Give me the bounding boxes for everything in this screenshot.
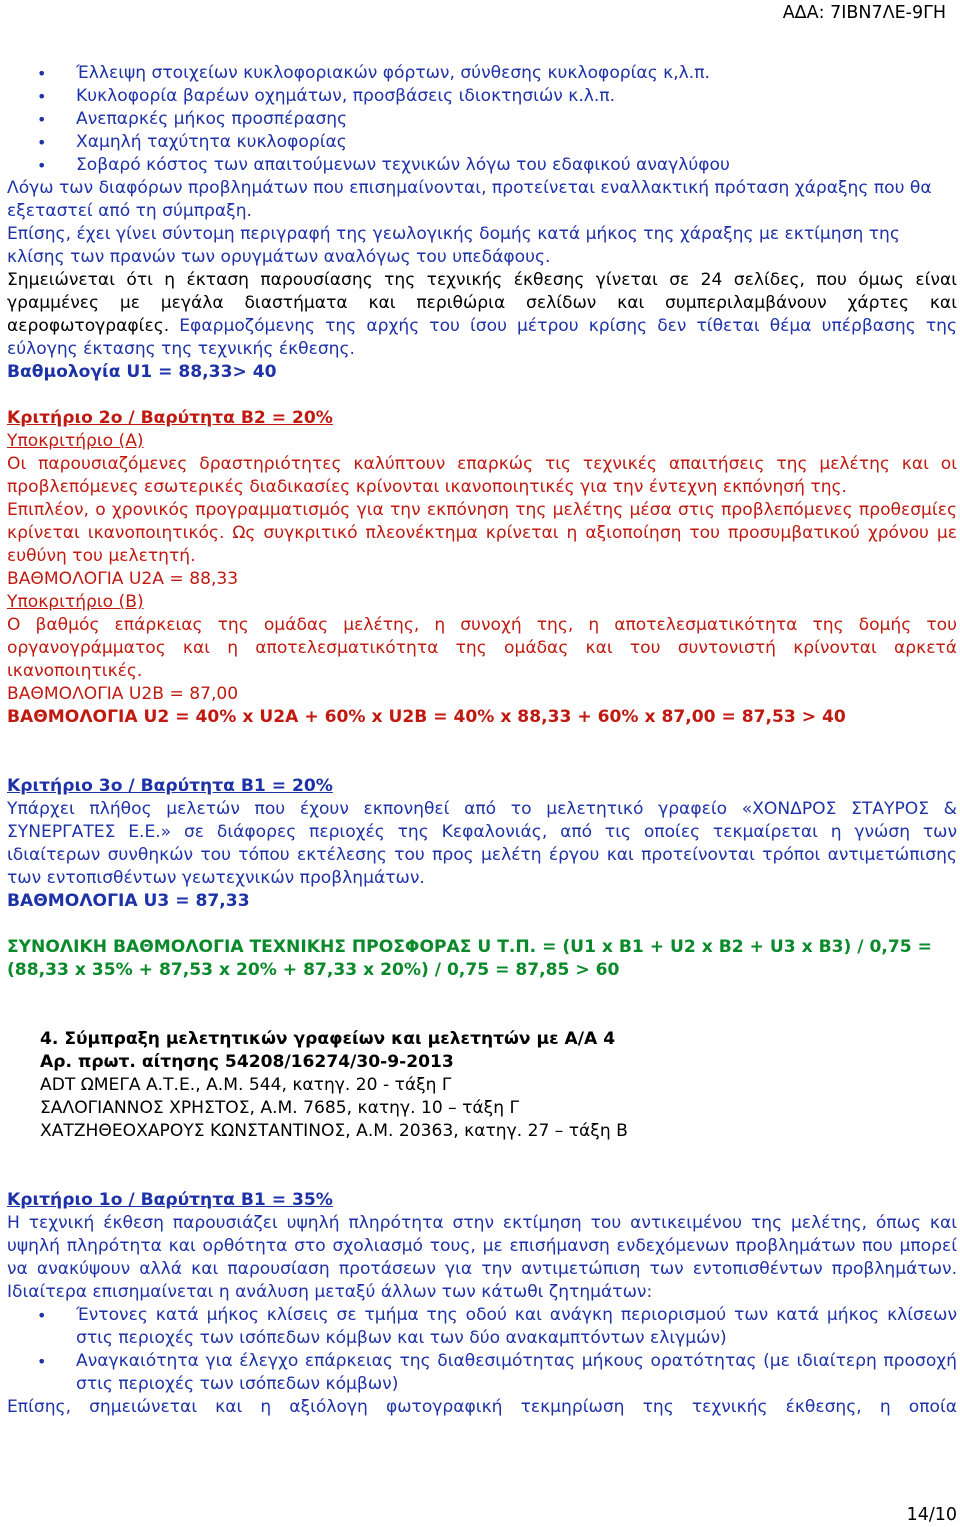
top-bullet-list	[7, 62, 957, 177]
member-1: ADT ΩΜΕΓΑ Α.Τ.Ε., Α.Μ. 544, κατηγ. 20 - τάξη Γ	[40, 1075, 452, 1095]
list-item: • Χαμηλή ταχύτητα κυκλοφορίας	[7, 131, 957, 154]
list-item: • Σοβαρό κόστος των απαιτούμενων τεχνικών λόγω του εδαφικού αναγλύφου	[7, 154, 957, 177]
subcriterion-a-paragraph-1: Οι παρουσιαζόμενες δραστηριότητες καλύπτουν επαρκώς τις τεχνικές απαιτήσεις της μελέτης και οι προβλεπόμενες εσωτερικές διαδικασίες κρίνονται ικανοποιητικές για την έντεχνη εκπόνησή της.	[7, 454, 957, 497]
criterion-1-closing-paragraph: Επίσης, σημειώνεται και η αξιόλογη φωτογραφική τεκμηρίωση της τεχνικής έκθεσης, η οποία	[7, 1397, 957, 1417]
criterion-3-title: Κριτήριο 3ο / Βαρύτητα Β1 = 20%	[7, 776, 333, 796]
geology-paragraph: Επίσης, έχει γίνει σύντομη περιγραφή της γεωλογικής δομής κατά μήκος της χάραξης με εκτίμηση της κλίσης των πρανών των ορυγμάτων αναλόγως του υπεδάφους.	[7, 224, 900, 267]
score-u1: Βαθμολογία U1 = 88,33> 40	[7, 362, 277, 382]
protocol-number: Αρ. πρωτ. αίτησης 54208/16274/30-9-2013	[40, 1052, 454, 1072]
criterion-3-paragraph: Υπάρχει πλήθος μελετών που έχουν εκπονηθεί από το μελετητικό γραφείο «ΧΟΝΔΡΟΣ ΣΤΑΥΡΟΣ & ΣΥΝΕΡΓΑΤΕΣ Ε.Ε.» σε διάφορες περιοχές της Κεφαλονιάς, από τις οποίες τεκμαίρεται η γνώση των ιδιαίτερων συνθηκών του τόπου εκτέλεσης του προς μελέτη έργου και προτείνονται τρόποι αντιμετώπισης των εντοπισθέντων γεωτεχνικών προβλημάτων.	[7, 799, 957, 888]
member-3: ΧΑΤΖΗΘΕΟΧΑΡΟΥΣ ΚΩΝΣΤΑΝΤΙΝΟΣ, Α.Μ. 20363, κατηγ. 27 – τάξη Β	[40, 1121, 628, 1141]
extent-paragraph	[7, 269, 957, 361]
list-item: • Έλλειψη στοιχείων κυκλοφοριακών φόρτων, σύνθεσης κυκλοφορίας κ,λ.π.	[7, 62, 957, 85]
list-item: • Ανεπαρκές μήκος προσπέρασης	[7, 108, 957, 131]
criterion-1-bullet-list	[7, 1304, 957, 1396]
subcriterion-a-title: Υποκριτήριο (Α)	[7, 431, 144, 451]
ada-code: ΑΔΑ: 7ΙΒΝ7ΛΕ-9ΓΗ	[782, 3, 946, 23]
subcriterion-b-title: Υποκριτήριο (Β)	[7, 592, 144, 612]
subcriterion-b-paragraph: Ο βαθμός επάρκειας της ομάδας μελέτης, η συνοχή της, η αποτελεσματικότητα της δομής του οργανογράμματος και η αποτελεσματικότητα της ομάδας και του συντονιστή κρίνονται αρκετά ικανοποιητικές.	[7, 615, 957, 681]
score-u2b: ΒΑΘΜΟΛΟΓΙΑ U2B = 87,00	[7, 684, 239, 704]
page-number: 14/10	[906, 1505, 957, 1525]
section-4-heading: 4. Σύμπραξη μελετητικών γραφείων και μελετητών με Α/Α 4	[40, 1029, 616, 1049]
list-item: • Κυκλοφορία βαρέων οχημάτων, προσβάσεις ιδιοκτησιών κ.λ.π.	[7, 85, 957, 108]
extent-text-blue: Εφαρμοζόμενης της αρχής του ίσου μέτρου κρίσης δεν τίθεται θέμα υπέρβασης της εύλογης έκτασης της τεχνικής έκθεσης.	[7, 316, 957, 359]
document-page	[7, 62, 957, 1419]
score-u3: ΒΑΘΜΟΛΟΓΙΑ U3 = 87,33	[7, 891, 250, 911]
total-score: ΣΥΝΟΛΙΚΗ ΒΑΘΜΟΛΟΓΙΑ ΤΕΧΝΙΚΗΣ ΠΡΟΣΦΟΡΑΣ U Τ.Π. = (U1 x B1 + U2 x B2 + U3 x B3) / 0,75 = (88,33 x 35% + 87,53 x 20% + 87,33 x 20%) / 0,75 = 87,85 > 60	[7, 937, 932, 980]
score-u2a: ΒΑΘΜΟΛΟΓΙΑ U2A = 88,33	[7, 569, 239, 589]
criterion-1-paragraph: Η τεχνική έκθεση παρουσιάζει υψηλή πληρότητα στην εκτίμηση του αντικειμένου της μελέτης, όπως και υψηλή πληρότητα και ορθότητα στο σχολιασμό τους, με επισήμανση ενδεχόμενων προβλημάτων που μπορεί να ανακύψουν αλλά και παρουσίαση προτάσεων για την αντιμετώπιση των εντοπισθέντων προβλημάτων. Ιδιαίτερα επισημαίνεται η ανάλυση μεταξύ άλλων των κάτωθι ζητημάτων:	[7, 1213, 957, 1302]
criterion-2-title: Κριτήριο 2ο / Βαρύτητα Β2 = 20%	[7, 408, 333, 428]
extent-text-black: Σημειώνεται ότι η έκταση παρουσίασης της τεχνικής έκθεσης γίνεται σε 24 σελίδες, που όμως είναι γραμμένες με μεγάλα διαστήματα και περιθώρια σελίδων και συμπεριλαμβάνουν χάρτες και αεροφωτογραφίες.	[7, 270, 957, 336]
member-2: ΣΑΛΟΓΙΑΝΝΟΣ ΧΡΗΣΤΟΣ, Α.Μ. 7685, κατηγ. 10 – τάξη Γ	[40, 1098, 520, 1118]
criterion-1-title: Κριτήριο 1ο / Βαρύτητα Β1 = 35%	[7, 1190, 333, 1210]
score-u2: ΒΑΘΜΟΛΟΓΙΑ U2 = 40% x U2A + 60% x U2B = 40% x 88,33 + 60% x 87,00 = 87,53 > 40	[7, 707, 846, 727]
subcriterion-a-paragraph-2: Επιπλέον, ο χρονικός προγραμματισμός για την εκπόνηση της μελέτης μέσα στις προβλεπόμενες προθεσμίες κρίνεται ικανοποιητικός. Ως συγκριτικό πλεονέκτημα κρίνεται η αξιοποίηση του προσυμβατικού χρόνου με ευθύνη του μελετητή.	[7, 500, 957, 566]
list-item: • Έντονες κατά μήκος κλίσεις σε τμήμα της οδού και ανάγκη περιορισμού των κατά μήκος κλίσεων στις περιοχές των ισόπεδων κόμβων και των δύο ανακαμπτόντων ελιγμών)	[7, 1304, 957, 1350]
alternative-paragraph: Λόγω των διαφόρων προβλημάτων που επισημαίνονται, προτείνεται εναλλακτική πρόταση χάραξης που θα εξεταστεί από τη σύμπραξη.	[7, 178, 932, 221]
list-item: • Αναγκαιότητα για έλεγχο επάρκειας της διαθεσιμότητας μήκους ορατότητας (με ιδιαίτερη προσοχή στις περιοχές των ισόπεδων κόμβων)	[7, 1350, 957, 1396]
